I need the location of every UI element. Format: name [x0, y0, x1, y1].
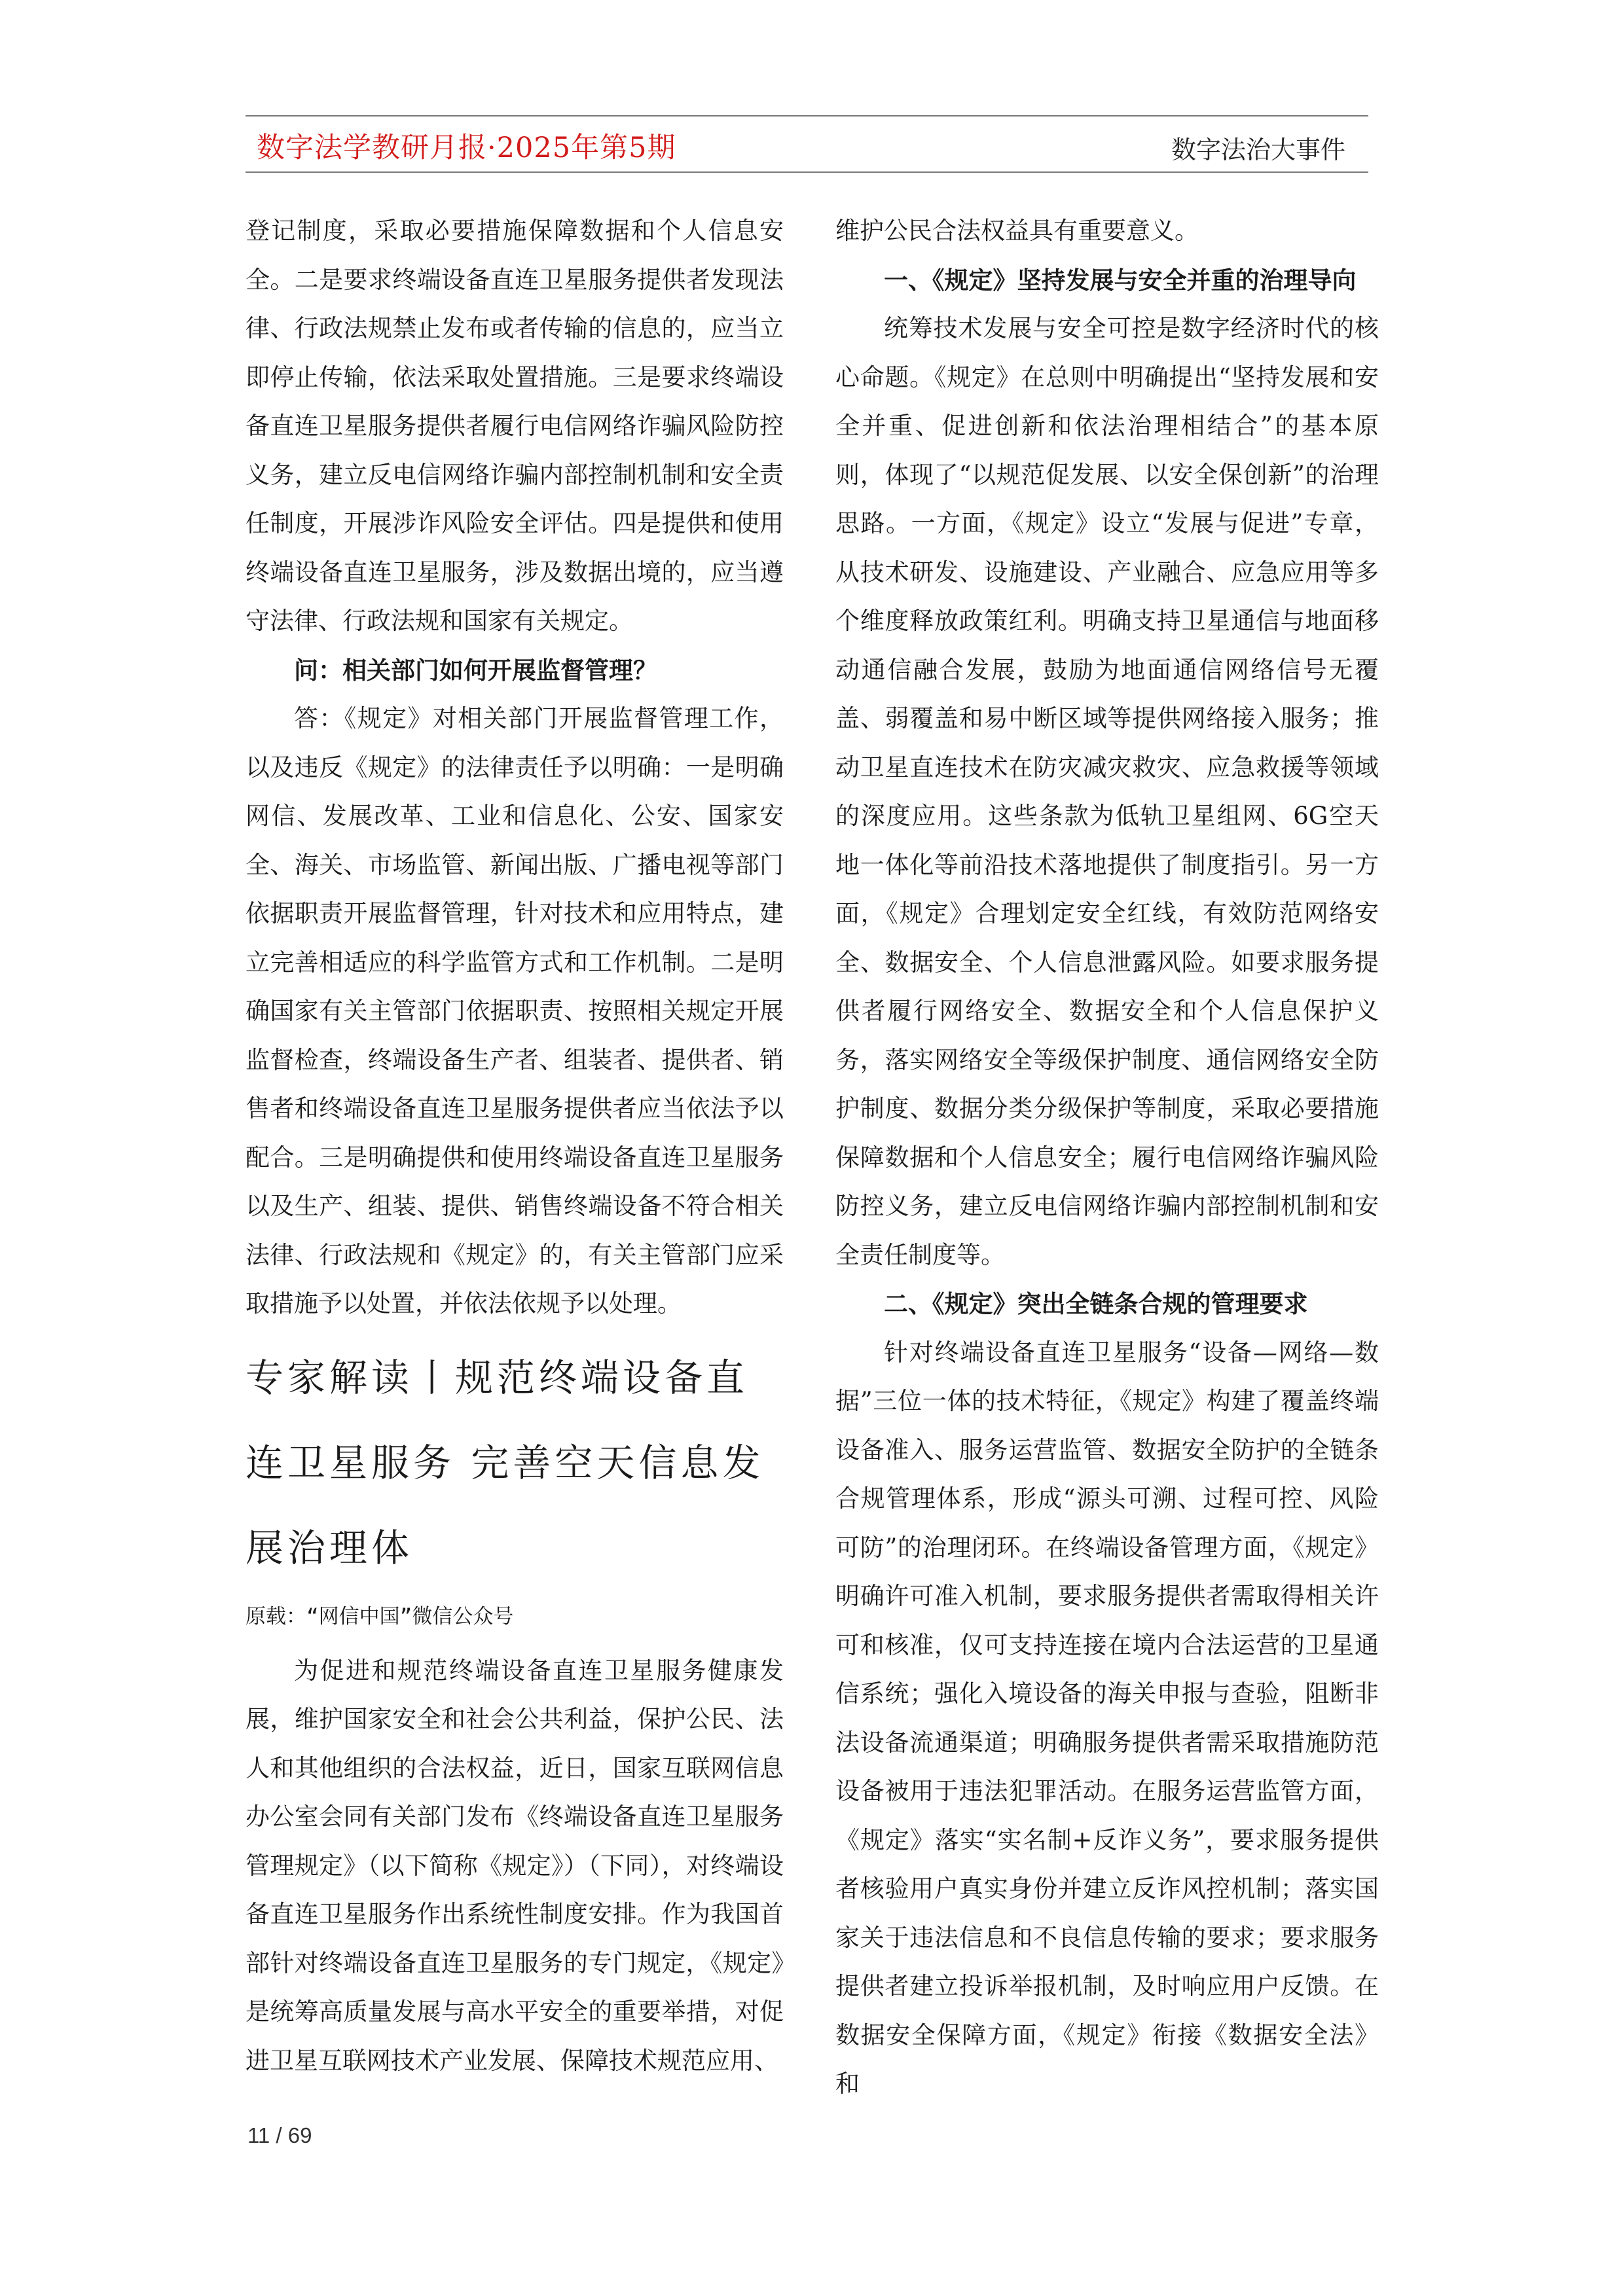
article-title: 专家解读丨规范终端设备直连卫星服务 完善空天信息发展治理体 [246, 1355, 765, 1570]
page-number: 11 / 69 [247, 2123, 312, 2147]
question-heading: 问：相关部门如何开展监督管理？ [294, 655, 657, 685]
intro-paragraph: 为促进和规范终端设备直连卫星服务健康发展，维护国家安全和社会公共利益，保护公民、法人和其他组织的合法权益，近日，国家互联网信息办公室会同有关部门发布《终端设备直连卫星服务管理规定》（以下简称《规定》）（下同），对终端设备直连卫星服务作出系统性制度安排。作为我国首部针对终端设备直连卫星服务的专门规定，《规定》是统筹高质量发展与高水平安全的重要举措，对促进卫星互联网技术产业发展、保障技术规范应用、 [246, 1656, 784, 2075]
section-label: 数字法治大事件 [1171, 135, 1345, 164]
left-column [246, 207, 784, 2085]
section-heading-2: 二、《规定》突出全链条合规的管理要求 [884, 1289, 1308, 1318]
journal-title: 数字法学教研月报·2025年第5期 [257, 132, 676, 164]
header-top-rule [246, 115, 1368, 117]
paragraph-continued: 登记制度，采取必要措施保障数据和个人信息安全。二是要求终端设备直连卫星服务提供者发现法律、行政法规禁止发布或者传输的信息的，应当立即停止传输，依法采取处置措施。三是要求终端设备直连卫星服务提供者履行电信网络诈骗风险防控义务，建立反电信网络诈骗内部控制机制和安全责任制度，开展涉诈风险安全评估。四是提供和使用终端设备直连卫星服务，涉及数据出境的，应当遵守法律、行政法规和国家有关规定。 [246, 217, 784, 635]
right-column [835, 207, 1379, 2109]
section-1-paragraph: 统筹技术发展与安全可控是数字经济时代的核心命题。《规定》在总则中明确提出“坚持发展和安全并重、促进创新和依法治理相结合”的基本原则，体现了“以规范促发展、以安全保创新”的治理思路。一方面，《规定》设立“发展与促进”专章，从技术研发、设施建设、产业融合、应急应用等多个维度释放政策红利。明确支持卫星通信与地面移动通信融合发展，鼓励为地面通信网络信号无覆盖、弱覆盖和易中断区域等提供网络接入服务；推动卫星直连技术在防灾减灾救灾、应急救援等领域的深度应用。这些条款为低轨卫星组网、6G空天地一体化等前沿技术落地提供了制度指引。另一方面，《规定》合理划定安全红线，有效防范网络安全、数据安全、个人信息泄露风险。如要求服务提供者履行网络安全、数据安全和个人信息保护义务，落实网络安全等级保护制度、通信网络安全防护制度、数据分类分级保护等制度，采取必要措施保障数据和个人信息安全；履行电信网络诈骗风险防控义务，建立反电信网络诈骗内部控制机制和安全责任制度等。 [835, 314, 1379, 1269]
article-source: 原载：“网信中国”微信公众号 [246, 1604, 514, 1628]
header-bottom-rule [246, 171, 1368, 173]
paragraph-continued: 维护公民合法权益具有重要意义。 [835, 217, 1199, 245]
section-heading-1: 一、《规定》坚持发展与安全并重的治理导向 [884, 265, 1357, 295]
answer-paragraph: 答：《规定》对相关部门开展监督管理工作，以及违反《规定》的法律责任予以明确：一是明确网信、发展改革、工业和信息化、公安、国家安全、海关、市场监管、新闻出版、广播电视等部门依据职责开展监督管理，针对技术和应用特点，建立完善相适应的科学监管方式和工作机制。二是明确国家有关主管部门依据职责、按照相关规定开展监督检查，终端设备生产者、组装者、提供者、销售者和终端设备直连卫星服务提供者应当依法予以配合。三是明确提供和使用终端设备直连卫星服务以及生产、组装、提供、销售终端设备不符合相关法律、行政法规和《规定》的，有关主管部门应采取措施予以处置，并依法依规予以处理。 [246, 704, 784, 1318]
section-2-paragraph: 针对终端设备直连卫星服务“设备—网络—数据”三位一体的技术特征，《规定》构建了覆盖终端设备准入、服务运营监管、数据安全防护的全链条合规管理体系，形成“源头可溯、过程可控、风险可防”的治理闭环。在终端设备管理方面，《规定》明确许可准入机制，要求服务提供者需取得相关许可和核准，仅可支持连接在境内合法运营的卫星通信系统；强化入境设备的海关申报与查验，阻断非法设备流通渠道；明确服务提供者需采取措施防范设备被用于违法犯罪活动。在服务运营监管方面，《规定》落实“实名制+反诈义务”，要求服务提供者核验用户真实身份并建立反诈风控机制；落实国家关于违法信息和不良信息传输的要求；要求服务提供者建立投诉举报机制，及时响应用户反馈。在数据安全保障方面，《规定》衔接《数据安全法》和 [835, 1338, 1379, 2098]
